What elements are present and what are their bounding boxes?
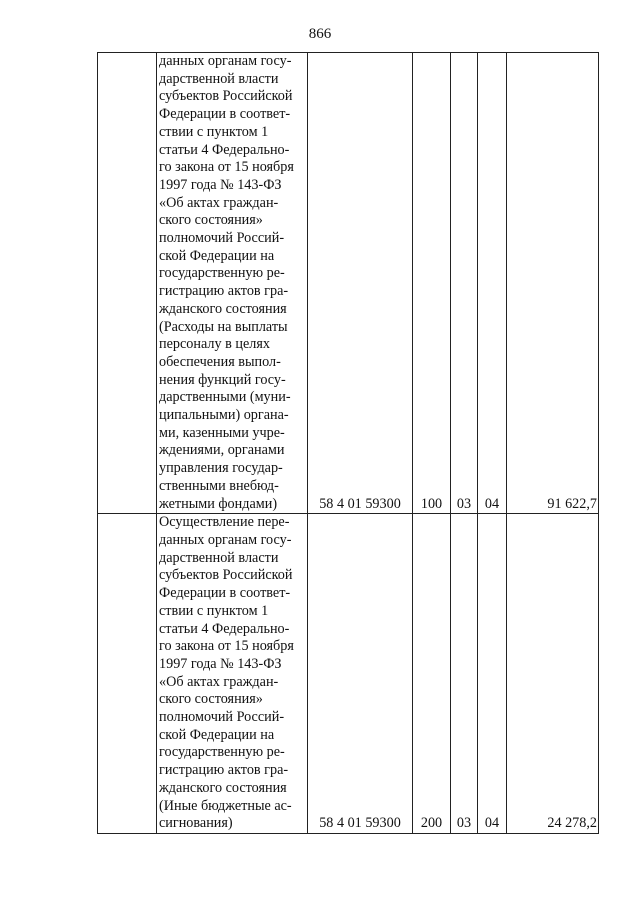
name-line: сигнования) xyxy=(159,815,233,832)
name-line: Осуществление пере- xyxy=(159,514,290,531)
name-line: данных органам госу- xyxy=(159,53,292,69)
section-code-cell: 03 xyxy=(451,53,478,514)
expense-name-cell xyxy=(157,514,308,834)
name-line: ципальными) органа- xyxy=(159,407,289,424)
name-line: 1997 года № 143-ФЗ xyxy=(159,655,282,672)
name-line: ственными внебюд- xyxy=(159,477,279,494)
expense-type-code-cell: 200 xyxy=(413,514,451,834)
name-line: управления государ- xyxy=(159,460,283,477)
name-line: ской Федерации на xyxy=(159,726,275,743)
table-row xyxy=(98,514,599,834)
name-line: обеспечения выпол- xyxy=(159,353,281,370)
name-line: государственную ре- xyxy=(159,265,285,282)
name-line: ми, казенными учре- xyxy=(159,424,285,441)
page-number: 866 xyxy=(308,26,332,42)
subsection-code-cell: 04 xyxy=(478,514,507,834)
name-line: ской Федерации на xyxy=(159,247,275,264)
target-article-code-cell: 58 4 01 59300 xyxy=(308,514,413,834)
name-line: Федерации в соответ- xyxy=(159,585,291,602)
name-line: гистрацию актов гра- xyxy=(159,762,289,779)
name-line: нения функций госу- xyxy=(159,371,286,388)
name-line: дарственными (муни- xyxy=(159,389,291,406)
name-line: ского состояния» xyxy=(159,691,263,708)
subsection-code-cell: 04 xyxy=(478,53,507,514)
name-line: государственную ре- xyxy=(159,744,285,761)
amount-cell: 24 278,2 xyxy=(507,514,599,834)
name-line: 1997 года № 143-ФЗ xyxy=(159,176,282,193)
name-line: ствии с пунктом 1 xyxy=(159,123,269,140)
name-line: Федерации в соответ- xyxy=(159,106,291,123)
name-line: жетными фондами) xyxy=(159,495,278,512)
table-row xyxy=(98,53,599,514)
name-line: ского состояния» xyxy=(159,212,263,229)
section-code-cell: 03 xyxy=(451,514,478,834)
budget-table xyxy=(97,52,599,834)
name-line: субъектов Российской xyxy=(159,88,293,105)
row-number-cell xyxy=(98,53,157,514)
name-line: дарственной власти xyxy=(159,549,279,566)
name-line: данных органам госу- xyxy=(159,531,292,548)
name-line: жданского состояния xyxy=(159,779,287,796)
name-line: го закона от 15 ноября xyxy=(159,638,294,655)
name-line: субъектов Российской xyxy=(159,567,293,584)
row-number-cell xyxy=(98,514,157,834)
name-line: (Расходы на выплаты xyxy=(159,318,288,335)
name-line: статьи 4 Федерально- xyxy=(159,620,290,637)
expense-type-code-cell: 100 xyxy=(413,53,451,514)
name-line: «Об актах граждан- xyxy=(159,673,279,690)
name-line: гистрацию актов гра- xyxy=(159,283,289,300)
name-line: персоналу в целях xyxy=(159,336,270,353)
name-line: ствии с пунктом 1 xyxy=(159,602,269,619)
name-line: «Об актах граждан- xyxy=(159,194,279,211)
name-line: полномочий Россий- xyxy=(159,230,285,247)
expense-name-cell xyxy=(157,53,308,514)
name-line: го закона от 15 ноября xyxy=(159,159,294,176)
name-line: полномочий Россий- xyxy=(159,709,285,726)
name-line: (Иные бюджетные ас- xyxy=(159,797,292,814)
name-line: жданского состояния xyxy=(159,300,287,317)
name-line: ждениями, органами xyxy=(159,442,285,459)
amount-cell: 91 622,7 xyxy=(507,53,599,514)
name-line: статьи 4 Федерально- xyxy=(159,141,290,158)
target-article-code-cell: 58 4 01 59300 xyxy=(308,53,413,514)
name-line: дарственной власти xyxy=(159,70,279,87)
